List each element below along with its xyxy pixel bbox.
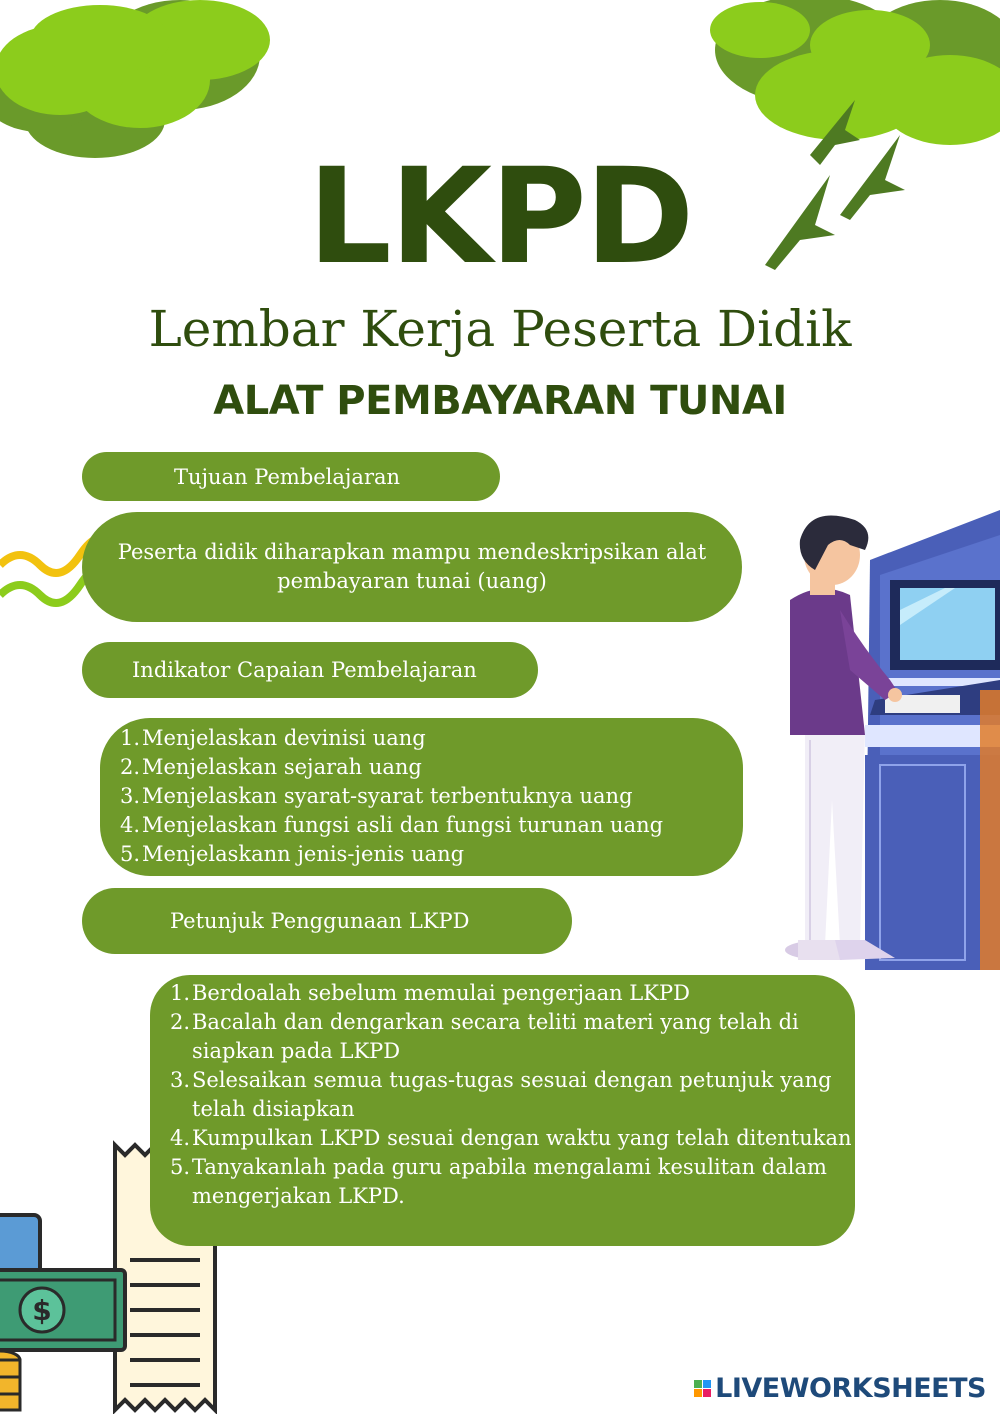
topic-heading: ALAT PEMBAYARAN TUNAI (213, 378, 787, 424)
indikator-label (82, 642, 538, 698)
petunjuk-label (82, 888, 572, 954)
list-item: 1. Menjelaskan devinisi uang (120, 726, 426, 750)
list-item: 4. Kumpulkan LKPD sesuai dengan waktu yang telah ditentukan (170, 1126, 852, 1150)
indikator-list (120, 724, 743, 869)
indikator-label-text: Indikator Capaian Pembelajaran (132, 658, 477, 682)
list-item: 2. Bacalah dan dengarkan secara teliti materi yang telah di siapkan pada LKPD (170, 1010, 799, 1063)
svg-text:$: $ (32, 1294, 52, 1327)
liveworksheets-brand: LIVEWORKSHEETS (715, 1373, 986, 1404)
page-subtitle: Lembar Kerja Peserta Didik (148, 300, 852, 358)
tujuan-text: Peserta didik diharapkan mampu mendeskripsikan alat pembayaran tunai (uang) (117, 540, 707, 593)
liveworksheets-logo (694, 1373, 986, 1404)
tujuan-label-text: Tujuan Pembelajaran (174, 464, 401, 489)
list-item: 3. Selesaikan semua tugas-tugas sesuai dengan petunjuk yang telah disiapkan (170, 1068, 832, 1121)
petunjuk-label-text: Petunjuk Penggunaan LKPD (170, 909, 470, 933)
indikator-box (100, 718, 743, 876)
petunjuk-list (170, 979, 855, 1211)
list-item: 1. Berdoalah sebelum memulai pengerjaan LKPD (170, 981, 690, 1005)
list-item: 2. Menjelaskan sejarah uang (120, 755, 422, 779)
atm-person-illustration (770, 500, 1000, 972)
liveworksheets-mark-icon (694, 1380, 711, 1397)
page-title: LKPD (307, 140, 693, 294)
list-item: 5. Menjelaskann jenis-jenis uang (120, 842, 465, 866)
petunjuk-box (150, 975, 855, 1246)
list-item: 5. Tanyakanlah pada guru apabila mengalami kesulitan dalam mengerjakan LKPD. (170, 1155, 827, 1208)
list-item: 4. Menjelaskan fungsi asli dan fungsi turunan uang (120, 813, 664, 837)
tujuan-label (82, 452, 500, 501)
list-item: 3. Menjelaskan syarat-syarat terbentuknya uang (120, 784, 633, 808)
tujuan-box (82, 512, 742, 622)
